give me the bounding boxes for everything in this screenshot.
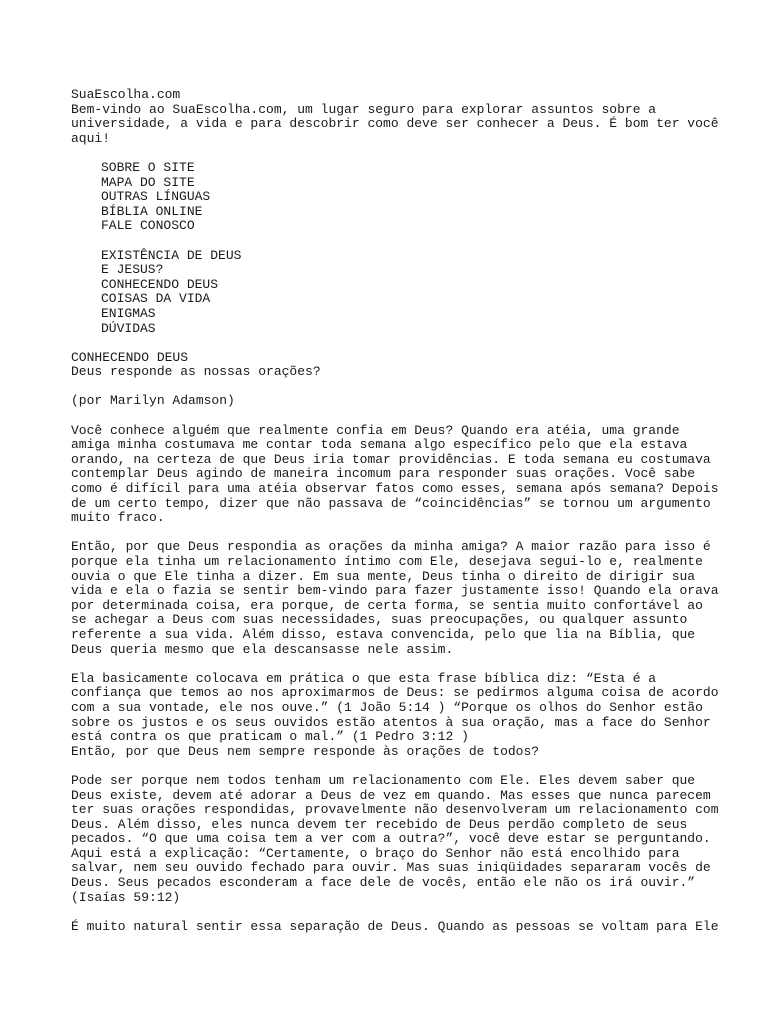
paragraph-line: com a sua vontade, ele nos ouve.” (1 João 5:14 ) “Porque os olhos do Senhor estão	[71, 699, 703, 715]
menu-item-fale-conosco[interactable]: FALE CONOSCO	[101, 218, 195, 234]
paragraph-line: muito fraco.	[71, 510, 165, 526]
site-menu	[71, 161, 711, 234]
section-title: CONHECENDO DEUS	[71, 349, 189, 365]
paragraph-line: pecados. “O que uma coisa tem a ver com a outra?”, você deve estar se perguntando.	[71, 831, 711, 847]
paragraph-line: salvar, nem seu ouvido fechado para ouvir. Mas suas iniqüidades separaram vocês de	[71, 860, 711, 876]
paragraph-line: É muito natural sentir essa separação de Deus. Quando as pessoas se voltam para Ele	[71, 918, 719, 934]
paragraph-line: sobre os justos e os seus ouvidos estão atentos à sua oração, mas a face do Senhor	[71, 714, 711, 730]
paragraph-line: referente a sua vida. Além disso, estava convencida, pelo que lia na Bíblia, que	[71, 626, 696, 642]
paragraph-line: vida e ela o fazia se sentir bem-vindo para fazer justamente isso! Quando ela orava	[71, 583, 719, 599]
paragraph-line: de um certo tempo, dizer que não passava de “coincidências” se tornou um argumento	[71, 495, 711, 511]
menu-item-e-jesus[interactable]: E JESUS?	[101, 262, 164, 278]
paragraph-line: está contra os que praticam o mal.” (1 Pedro 3:12 )	[71, 729, 469, 745]
menu-item-conhecendo-deus[interactable]: CONHECENDO DEUS	[101, 276, 219, 292]
menu-item-coisas-da-vida[interactable]: COISAS DA VIDA	[101, 291, 211, 307]
paragraph-line: Deus queria mesmo que ela descansasse nele assim.	[71, 641, 454, 657]
paragraph-line: Você conhece alguém que realmente confia em Deus? Quando era atéia, uma grande	[71, 422, 680, 438]
welcome-line: universidade, a vida e para descobrir como deve ser conhecer a Deus. É bom ter você	[71, 116, 719, 132]
paragraph-line: orando, na certeza de que Deus iria tomar providências. E toda semana eu costumava	[71, 451, 711, 467]
paragraph-line: ter suas orações respondidas, provavelmente não desenvolveram um relacionamento com	[71, 802, 719, 818]
menu-item-enigmas[interactable]: ENIGMAS	[101, 305, 156, 321]
paragraph	[71, 670, 719, 760]
paragraph-line: por determinada coisa, era porque, de certa forma, se sentia muito confortável ao	[71, 597, 703, 613]
topics-menu	[71, 249, 711, 337]
paragraph-line: Deus. Seus pecados esconderam a face dele de vocês, então ele não os irá ouvir.”	[71, 875, 696, 891]
site-name: SuaEscolha.com	[71, 87, 181, 102]
paragraph-line: Pode ser porque nem todos tenham um relacionamento com Ele. Eles devem saber que	[71, 772, 696, 788]
paragraph-line: Ela basicamente colocava em prática o que esta frase bíblica diz: “Esta é a	[71, 670, 657, 686]
paragraph-line: contemplar Deus agindo de maneira incomum para responder suas orações. Você sabe	[71, 466, 696, 482]
paragraph-line: como é difícil para uma atéia observar fatos como esses, semana após semana? Depois	[71, 481, 719, 497]
article-author	[71, 394, 711, 409]
article-title: Deus responde as nossas orações?	[71, 364, 321, 380]
menu-item-existencia-de-deus[interactable]: EXISTÊNCIA DE DEUS	[101, 247, 242, 263]
paragraph-line: se achegar a Deus com suas necessidades, suas preocupações, ou qualquer assunto	[71, 612, 688, 628]
paragraph-line: Então, por que Deus nem sempre responde às orações de todos?	[71, 743, 540, 759]
author-line: (por Marilyn Adamson)	[71, 393, 235, 409]
site-header	[71, 87, 719, 146]
paragraph-line: Então, por que Deus respondia as orações da minha amiga? A maior razão para isso é	[71, 539, 711, 555]
menu-item-duvidas[interactable]: DÚVIDAS	[101, 320, 156, 336]
paragraph-line: amiga minha costumava me contar toda semana algo específico pelo que ela estava	[71, 437, 688, 453]
paragraph	[71, 422, 719, 526]
paragraph-line: Deus. Além disso, eles nunca devem ter recebido de Deus perdão completo de seus	[71, 816, 688, 832]
paragraph-line: porque ela tinha um relacionamento íntimo com Ele, desejava segui-lo e, realmente	[71, 554, 703, 569]
paragraph-line: Aqui está a explicação: “Certamente, o braço do Senhor não está encolhido para	[71, 845, 680, 861]
article-body	[71, 422, 719, 935]
menu-item-biblia-online[interactable]: BÍBLIA ONLINE	[101, 203, 203, 219]
menu-item-outras-linguas[interactable]: OUTRAS LÍNGUAS	[101, 189, 211, 205]
welcome-line: aqui!	[71, 130, 111, 146]
paragraph	[71, 772, 719, 905]
paragraph-line: (Isaías 59:12)	[71, 889, 181, 905]
paragraph-line: ouvia o que Ele tinha a dizer. Em sua mente, Deus tinha o direito de dirigir sua	[71, 568, 696, 584]
menu-item-sobre-o-site[interactable]: SOBRE O SITE	[101, 159, 195, 175]
paragraph-line: Deus existe, devem até adorar a Deus de vez em quando. Mas esses que nunca parecem	[71, 787, 711, 803]
paragraph	[71, 918, 719, 935]
menu-item-mapa-do-site[interactable]: MAPA DO SITE	[101, 174, 195, 190]
article-heading	[71, 351, 711, 380]
paragraph	[71, 539, 719, 657]
paragraph-line: confiança que temos ao nos aproximarmos de Deus: se pedirmos alguma coisa de acordo	[71, 685, 719, 701]
welcome-line: Bem-vindo ao SuaEscolha.com, um lugar seguro para explorar assuntos sobre a	[71, 101, 657, 117]
